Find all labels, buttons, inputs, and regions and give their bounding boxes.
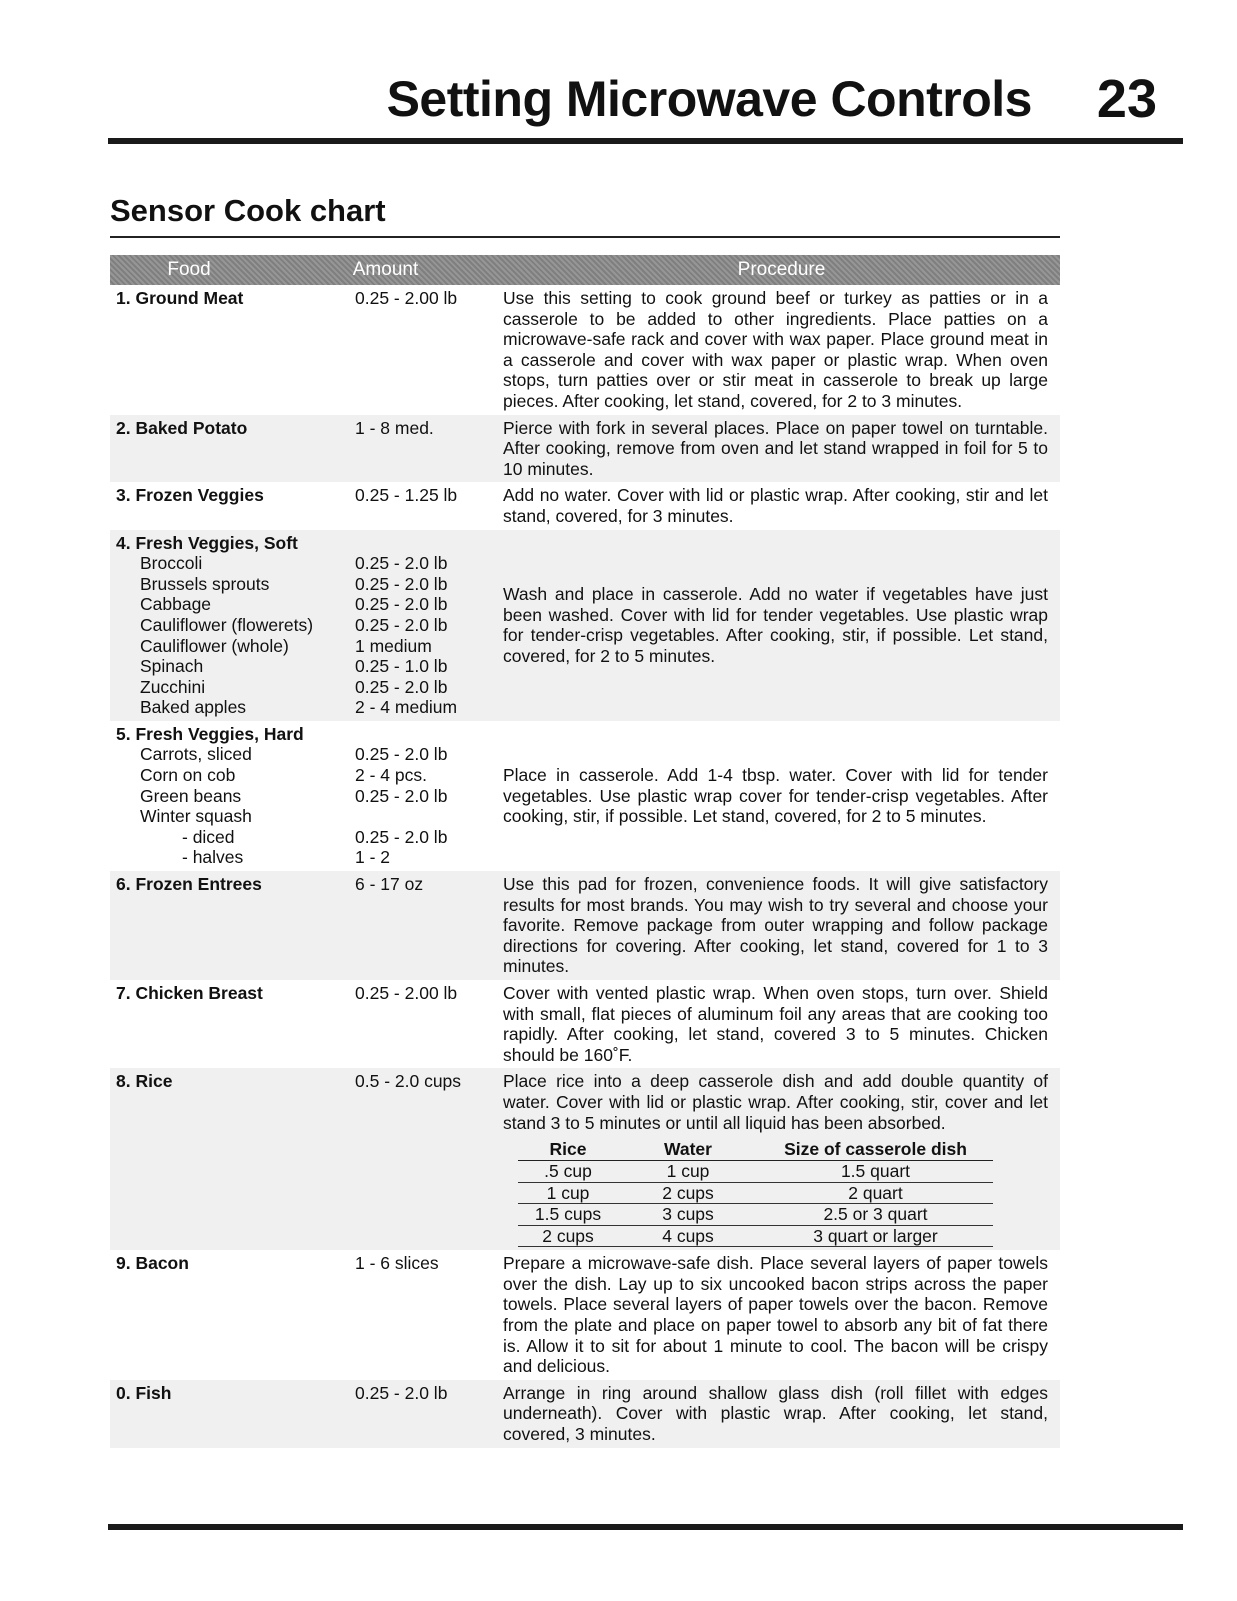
food-name: 4. Fresh Veggies, Soft <box>116 532 298 553</box>
food-amount: 2 - 4 pcs. <box>355 765 427 786</box>
column-header-amount: Amount <box>352 259 419 280</box>
food-amount: 1 medium <box>355 635 432 656</box>
food-procedure: Pierce with fork in several places. Place on paper towel on turntable. After cooking, remove from oven and let stand wrapped in foil for 5 to 10 minutes. <box>503 417 1048 479</box>
food-subitem: Cabbage <box>140 594 212 615</box>
food-subitem: Zucchini <box>140 676 206 697</box>
rice-table-cell: 4 cups <box>618 1225 758 1247</box>
food-subitem: - halves <box>182 847 244 868</box>
food-procedure: Prepare a microwave-safe dish. Place several layers of paper towels over the dish. Lay up to six uncooked bacon strips across the paper towels. Place several layers of paper towels over the bacon. Remove from the plate and place on paper towel to absorb any bit of fat there is. Allow it to sit for about 1 minute to cool. The bacon will be crispy and delicious. <box>503 1253 1048 1377</box>
food-amount: 0.5 - 2.0 cups <box>355 1071 462 1092</box>
table-row <box>110 871 1060 980</box>
food-amount: 0.25 - 2.0 lb <box>355 676 448 697</box>
food-amount: 1 - 8 med. <box>355 417 434 438</box>
rice-table-header: Rice <box>518 1139 618 1161</box>
rice-table-cell: 2 cups <box>518 1225 618 1247</box>
amount-group <box>355 724 503 868</box>
rice-table-row <box>518 1161 993 1183</box>
rice-water-table <box>518 1139 993 1247</box>
table-row <box>110 1380 1060 1448</box>
food-amount: 0.25 - 2.00 lb <box>355 983 458 1003</box>
food-subitem: Broccoli <box>140 553 203 574</box>
rice-table-cell: .5 cup <box>518 1161 618 1183</box>
food-amount: 6 - 17 oz <box>355 874 424 895</box>
food-procedure: Add no water. Cover with lid or plastic wrap. After cooking, stir and let stand, covered, for 3 minutes. <box>503 485 1048 526</box>
food-name: 0. Fish <box>116 1382 172 1403</box>
table-row <box>110 1068 1060 1250</box>
column-header-procedure: Procedure <box>737 259 826 280</box>
page-title: Setting Microwave Controls <box>386 71 1032 127</box>
sensor-cook-chart <box>110 255 1060 1448</box>
page-number: 23 <box>1096 69 1157 129</box>
food-procedure: Place rice into a deep casserole dish and add double quantity of water. Cover with lid or plastic wrap. After cooking, stir, cover and let stand 3 to 5 minutes or until all liquid has been absorbed. <box>503 1071 1048 1133</box>
food-name: 3. Frozen Veggies <box>116 485 264 506</box>
food-procedure: Use this setting to cook ground beef or turkey as patties or in a casserole to be added to other ingredients. Place patties on a microwave-safe rack and cover with wax paper. Place ground meat in a casserole and cover with wax paper or plastic wrap. When oven stops, turn patties over or stir meat in casserole to break up large pieces. After cooking, let stand, covered, for 2 to 3 minutes. <box>503 288 1048 411</box>
rice-table-header-row <box>518 1139 993 1161</box>
column-header-food: Food <box>167 259 211 280</box>
rice-table-row <box>518 1225 993 1247</box>
food-name: 1. Ground Meat <box>116 288 244 308</box>
section-title: Sensor Cook chart <box>110 193 386 228</box>
table-row <box>110 482 1060 529</box>
food-procedure: Use this pad for frozen, convenience foods. It will give satisfactory results for most brands. You may wish to try several and choose your favorite. Remove package from outer wrapping and follow package directions for covering. After cooking, let stand, covered for 1 to 3 minutes. <box>503 874 1048 977</box>
rice-table-cell: 1.5 quart <box>758 1161 993 1183</box>
header-rule <box>108 138 1183 144</box>
food-amount: 0.25 - 2.0 lb <box>355 594 448 615</box>
food-amount: 2 - 4 medium <box>355 697 458 718</box>
rice-table-cell: 2 cups <box>618 1182 758 1204</box>
food-subitem: - diced <box>182 826 235 847</box>
food-amount: 0.25 - 2.0 lb <box>355 573 448 594</box>
procedure-cell <box>503 724 1048 868</box>
food-amount: 0.25 - 2.0 lb <box>355 785 448 806</box>
page-header <box>0 60 1237 140</box>
table-row <box>110 285 1060 415</box>
food-amount: 0.25 - 2.0 lb <box>355 1382 448 1403</box>
food-subitem: Spinach <box>140 656 204 677</box>
food-amount: 0.25 - 1.0 lb <box>355 656 448 677</box>
rice-table-cell: 2.5 or 3 quart <box>758 1204 993 1226</box>
food-procedure: Arrange in ring around shallow glass dish (roll fillet with edges underneath). Cover with plastic wrap. After cooking, let stand, covered, 3 minutes. <box>503 1382 1048 1444</box>
food-name: 7. Chicken Breast <box>116 983 263 1003</box>
section-rule <box>110 236 1060 238</box>
table-row <box>110 721 1060 871</box>
food-subitem: Green beans <box>140 785 242 806</box>
table-row <box>110 415 1060 483</box>
procedure-cell <box>503 533 1048 718</box>
food-group <box>110 533 355 718</box>
food-amount: 0.25 - 2.0 lb <box>355 744 448 765</box>
amount-group <box>355 533 503 718</box>
food-subitem: Brussels sprouts <box>140 573 270 594</box>
food-procedure: Cover with vented plastic wrap. When oven stops, turn over. Shield with small, flat pieces of aluminum foil any areas that are cooking too rapidly. After cooking, let stand, covered 3 to 5 minutes. Chicken should be 160˚F. <box>503 983 1048 1065</box>
table-row <box>110 1250 1060 1380</box>
food-amount: 1 - 2 <box>355 847 391 868</box>
rice-table-header: Water <box>618 1139 758 1161</box>
food-group <box>110 724 355 868</box>
rice-table-row <box>518 1182 993 1204</box>
rice-table-cell: 1 cup <box>618 1161 758 1183</box>
rice-table-cell: 2 quart <box>758 1182 993 1204</box>
footer-rule <box>108 1524 1183 1530</box>
rice-table-row <box>518 1204 993 1226</box>
food-subitem: Cauliflower (flowerets) <box>140 614 314 635</box>
food-procedure: Wash and place in casserole. Add no water if vegetables have just been washed. Cover with lid for tender vegetables. Use plastic wrap for tender-crisp vegetables. After cooking, stir, if possible. Let stand, covered, for 2 to 5 minutes. <box>503 584 1048 666</box>
food-amount: 0.25 - 1.25 lb <box>355 485 458 506</box>
procedure-cell <box>503 1071 1048 1247</box>
food-name: 9. Bacon <box>116 1253 189 1274</box>
food-amount <box>355 806 503 827</box>
food-subitem: Cauliflower (whole) <box>140 635 289 656</box>
food-subitem: Winter squash <box>140 806 252 827</box>
food-procedure: Place in casserole. Add 1-4 tbsp. water. Cover with lid for tender vegetables. Use plastic wrap cover for tender-crisp vegetables. After cooking, stir, if possible. Let stand, covered, for 2 to 5 minutes. <box>503 765 1048 827</box>
food-name: 2. Baked Potato <box>116 417 248 438</box>
food-name: 5. Fresh Veggies, Hard <box>116 723 304 744</box>
rice-table-cell: 3 cups <box>618 1204 758 1226</box>
table-row <box>110 980 1060 1068</box>
table-row <box>110 530 1060 721</box>
rice-table-cell: 1.5 cups <box>518 1204 618 1226</box>
food-amount: 1 - 6 slices <box>355 1253 439 1274</box>
food-subitem: Carrots, sliced <box>140 744 252 765</box>
food-subitem: Corn on cob <box>140 765 236 786</box>
food-amount: 0.25 - 2.0 lb <box>355 614 448 635</box>
chart-header-row <box>110 255 1060 285</box>
food-subitem: Baked apples <box>140 697 247 718</box>
food-name: 6. Frozen Entrees <box>116 874 262 895</box>
rice-table-header: Size of casserole dish <box>758 1139 993 1161</box>
food-name: 8. Rice <box>116 1071 173 1092</box>
rice-table-cell: 3 quart or larger <box>758 1225 993 1247</box>
food-amount: 0.25 - 2.0 lb <box>355 553 448 574</box>
food-amount: 0.25 - 2.0 lb <box>355 826 448 847</box>
rice-table-cell: 1 cup <box>518 1182 618 1204</box>
food-amount: 0.25 - 2.00 lb <box>355 288 458 308</box>
